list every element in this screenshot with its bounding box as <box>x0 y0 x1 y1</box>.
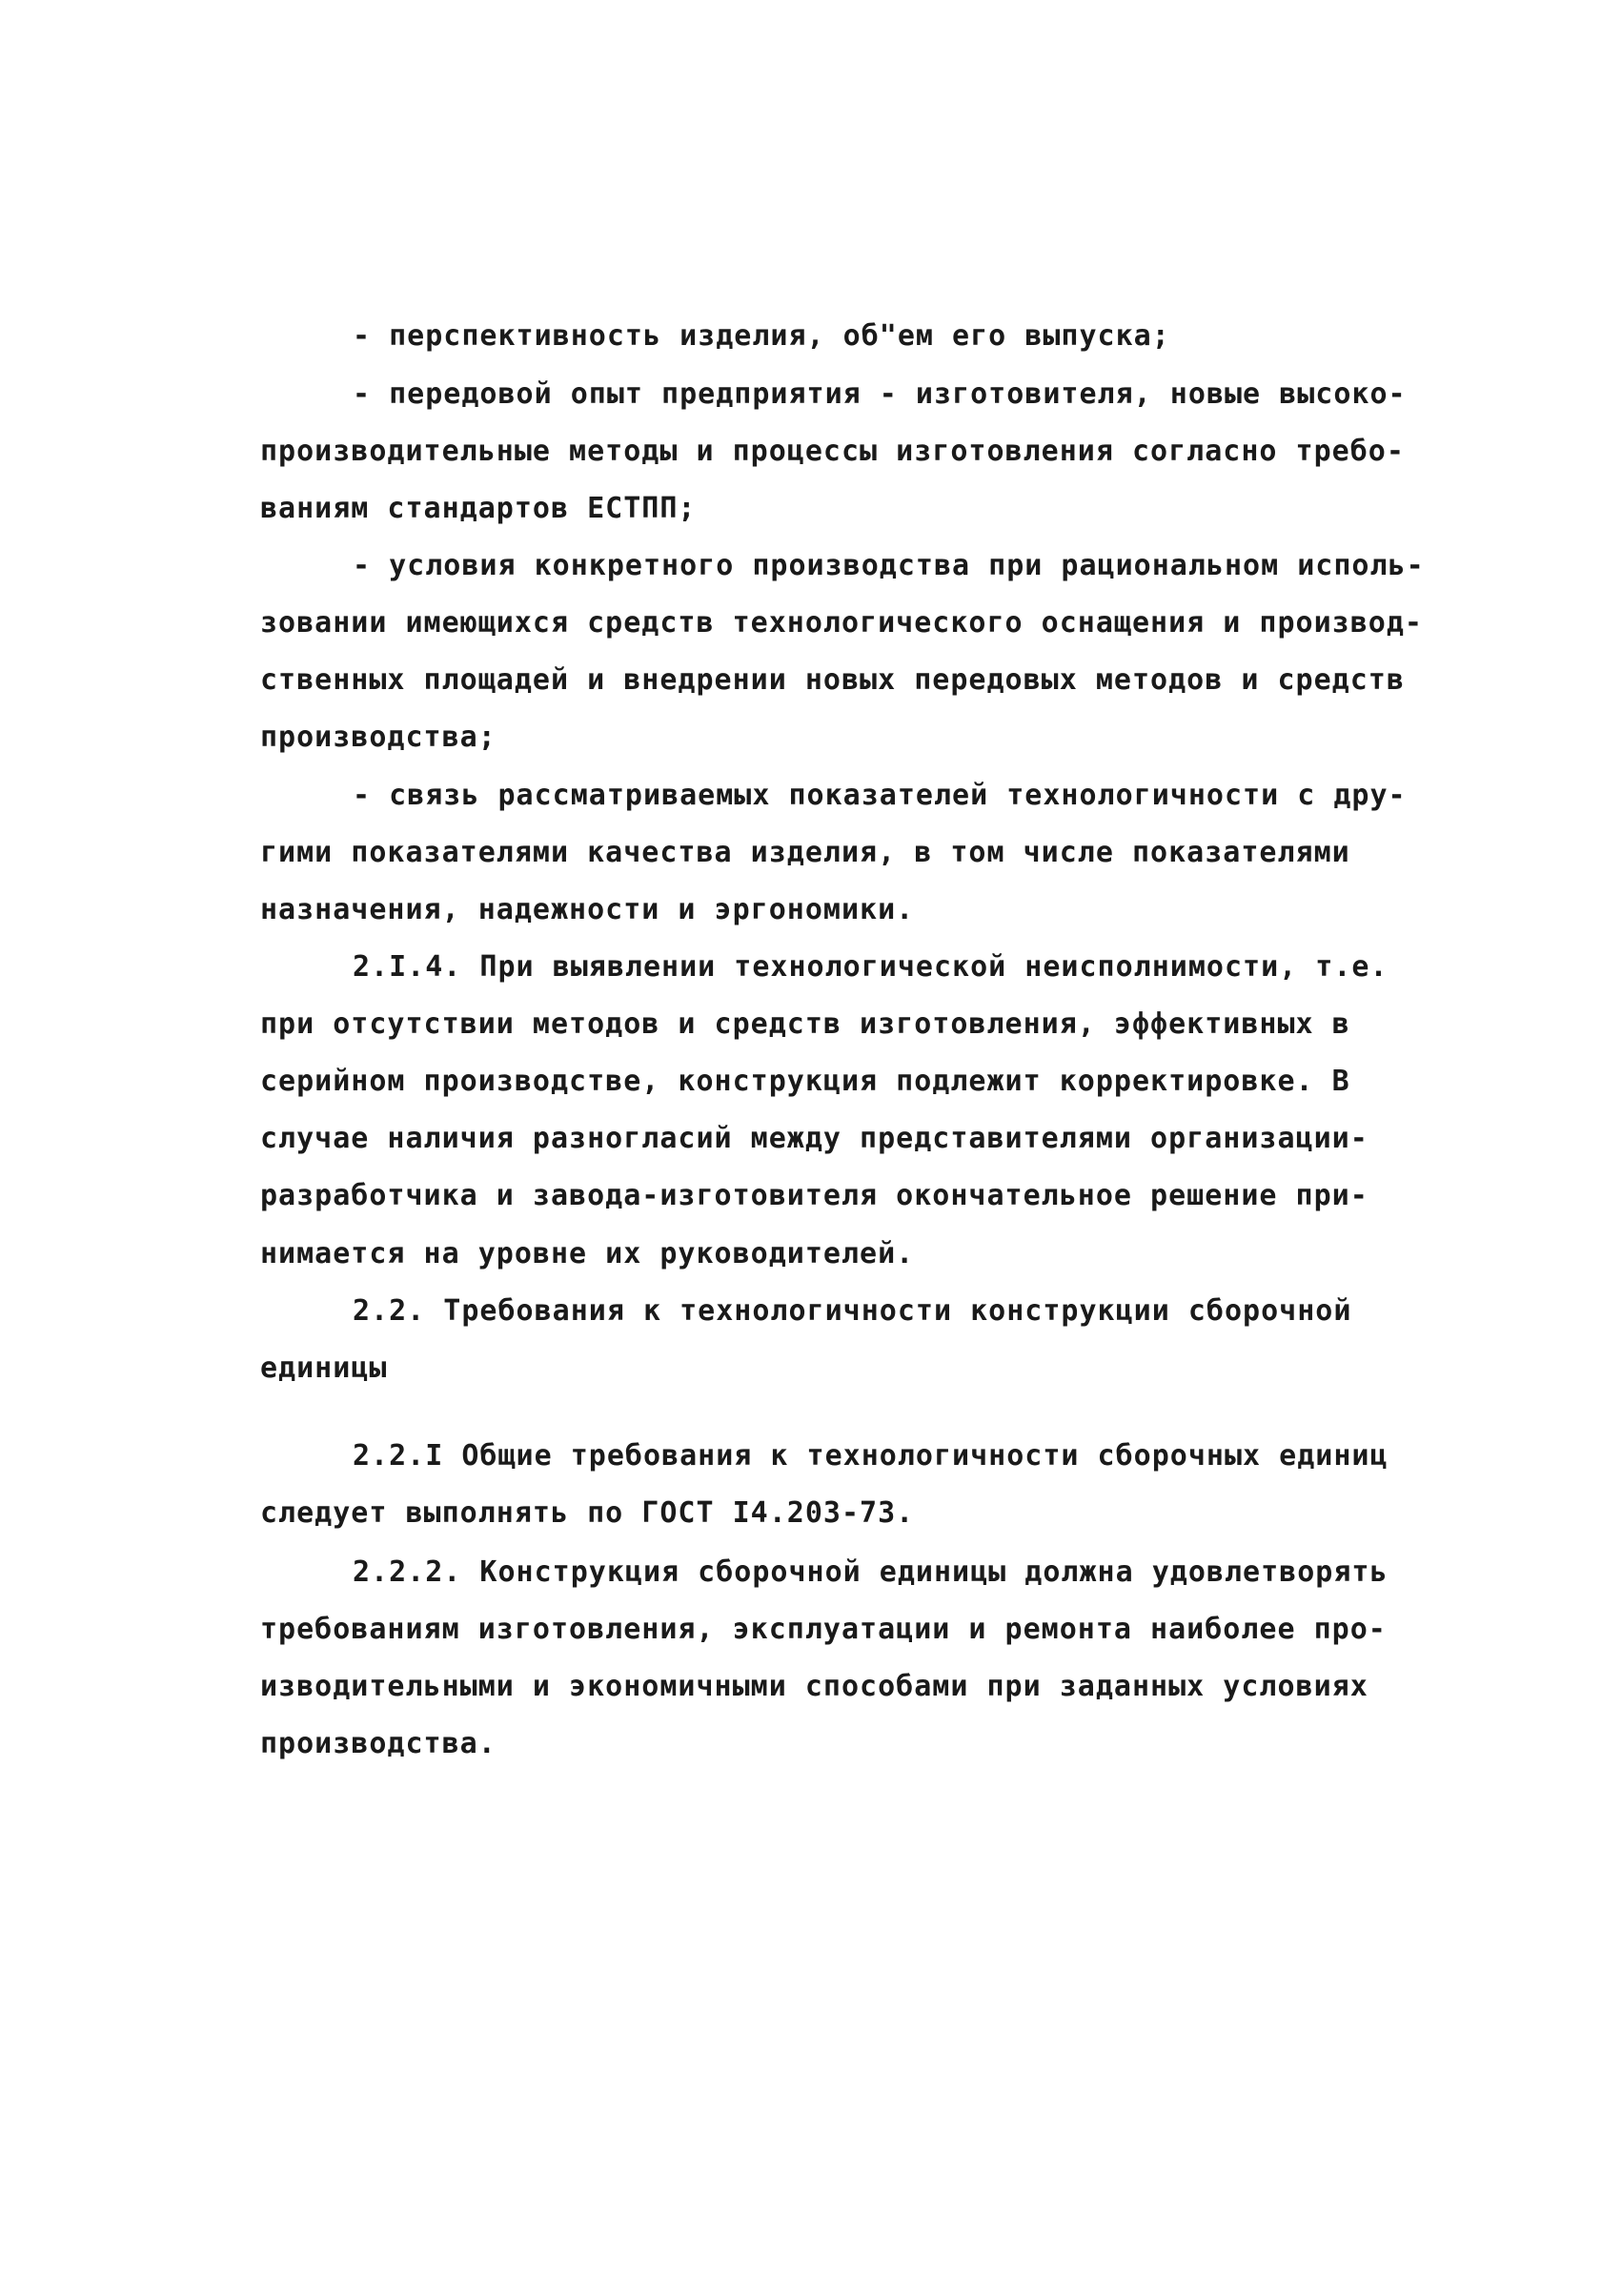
text-line-25: производства. <box>260 1727 497 1760</box>
text-line-02: - передовой опыт предприятия - изготовителя, новые высоко- <box>353 377 1407 411</box>
section-heading-2-2-cont: единицы <box>260 1351 388 1385</box>
text-line-08: производства; <box>260 721 497 754</box>
text-line-06: зовании имеющихся средств технологического оснащения и производ- <box>260 606 1423 640</box>
text-line-17: нимается на уровне их руководителей. <box>260 1237 915 1270</box>
text-line-11: назначения, надежности и эргономики. <box>260 893 915 926</box>
text-line-07: ственных площадей и внедрении новых передовых методов и средств <box>260 663 1405 697</box>
text-line-10: гими показателями качества изделия, в том числе показателями <box>260 836 1350 869</box>
text-line-22: 2.2.2. Конструкция сборочной единицы должна удовлетворять <box>353 1555 1389 1589</box>
text-line-15: случае наличия разногласий между представителями организации- <box>260 1122 1369 1155</box>
text-line-14: серийном производстве, конструкция подлежит корректировке. В <box>260 1065 1350 1098</box>
section-heading-2-2: 2.2. Требования к технологичности конструкции сборочной <box>353 1294 1352 1328</box>
text-line-24: изводительными и экономичными способами при заданных условиях <box>260 1670 1369 1703</box>
text-line-16: разработчика и завода-изготовителя окончательное решение при- <box>260 1179 1369 1212</box>
text-line-21: следует выполнять по ГОСТ I4.203-73. <box>260 1496 915 1530</box>
text-line-23: требованиям изготовления, эксплуатации и ремонта наиболее про- <box>260 1613 1387 1646</box>
text-line-13: при отсутствии методов и средств изготовления, эффективных в <box>260 1007 1350 1041</box>
text-line-20: 2.2.I Общие требования к технологичности сборочных единиц <box>353 1439 1389 1473</box>
text-line-03: производительные методы и процессы изготовления согласно требо- <box>260 435 1405 468</box>
text-line-09: - связь рассматриваемых показателей технологичности с дру- <box>353 779 1407 812</box>
text-line-01: - перспективность изделия, об"ем его выпуска; <box>353 319 1170 353</box>
text-line-05: - условия конкретного производства при рациональном исполь- <box>353 549 1425 582</box>
text-line-04: ваниям стандартов ЕСТПП; <box>260 492 697 525</box>
text-line-12: 2.I.4. При выявлении технологической неисполнимости, т.е. <box>353 950 1389 984</box>
